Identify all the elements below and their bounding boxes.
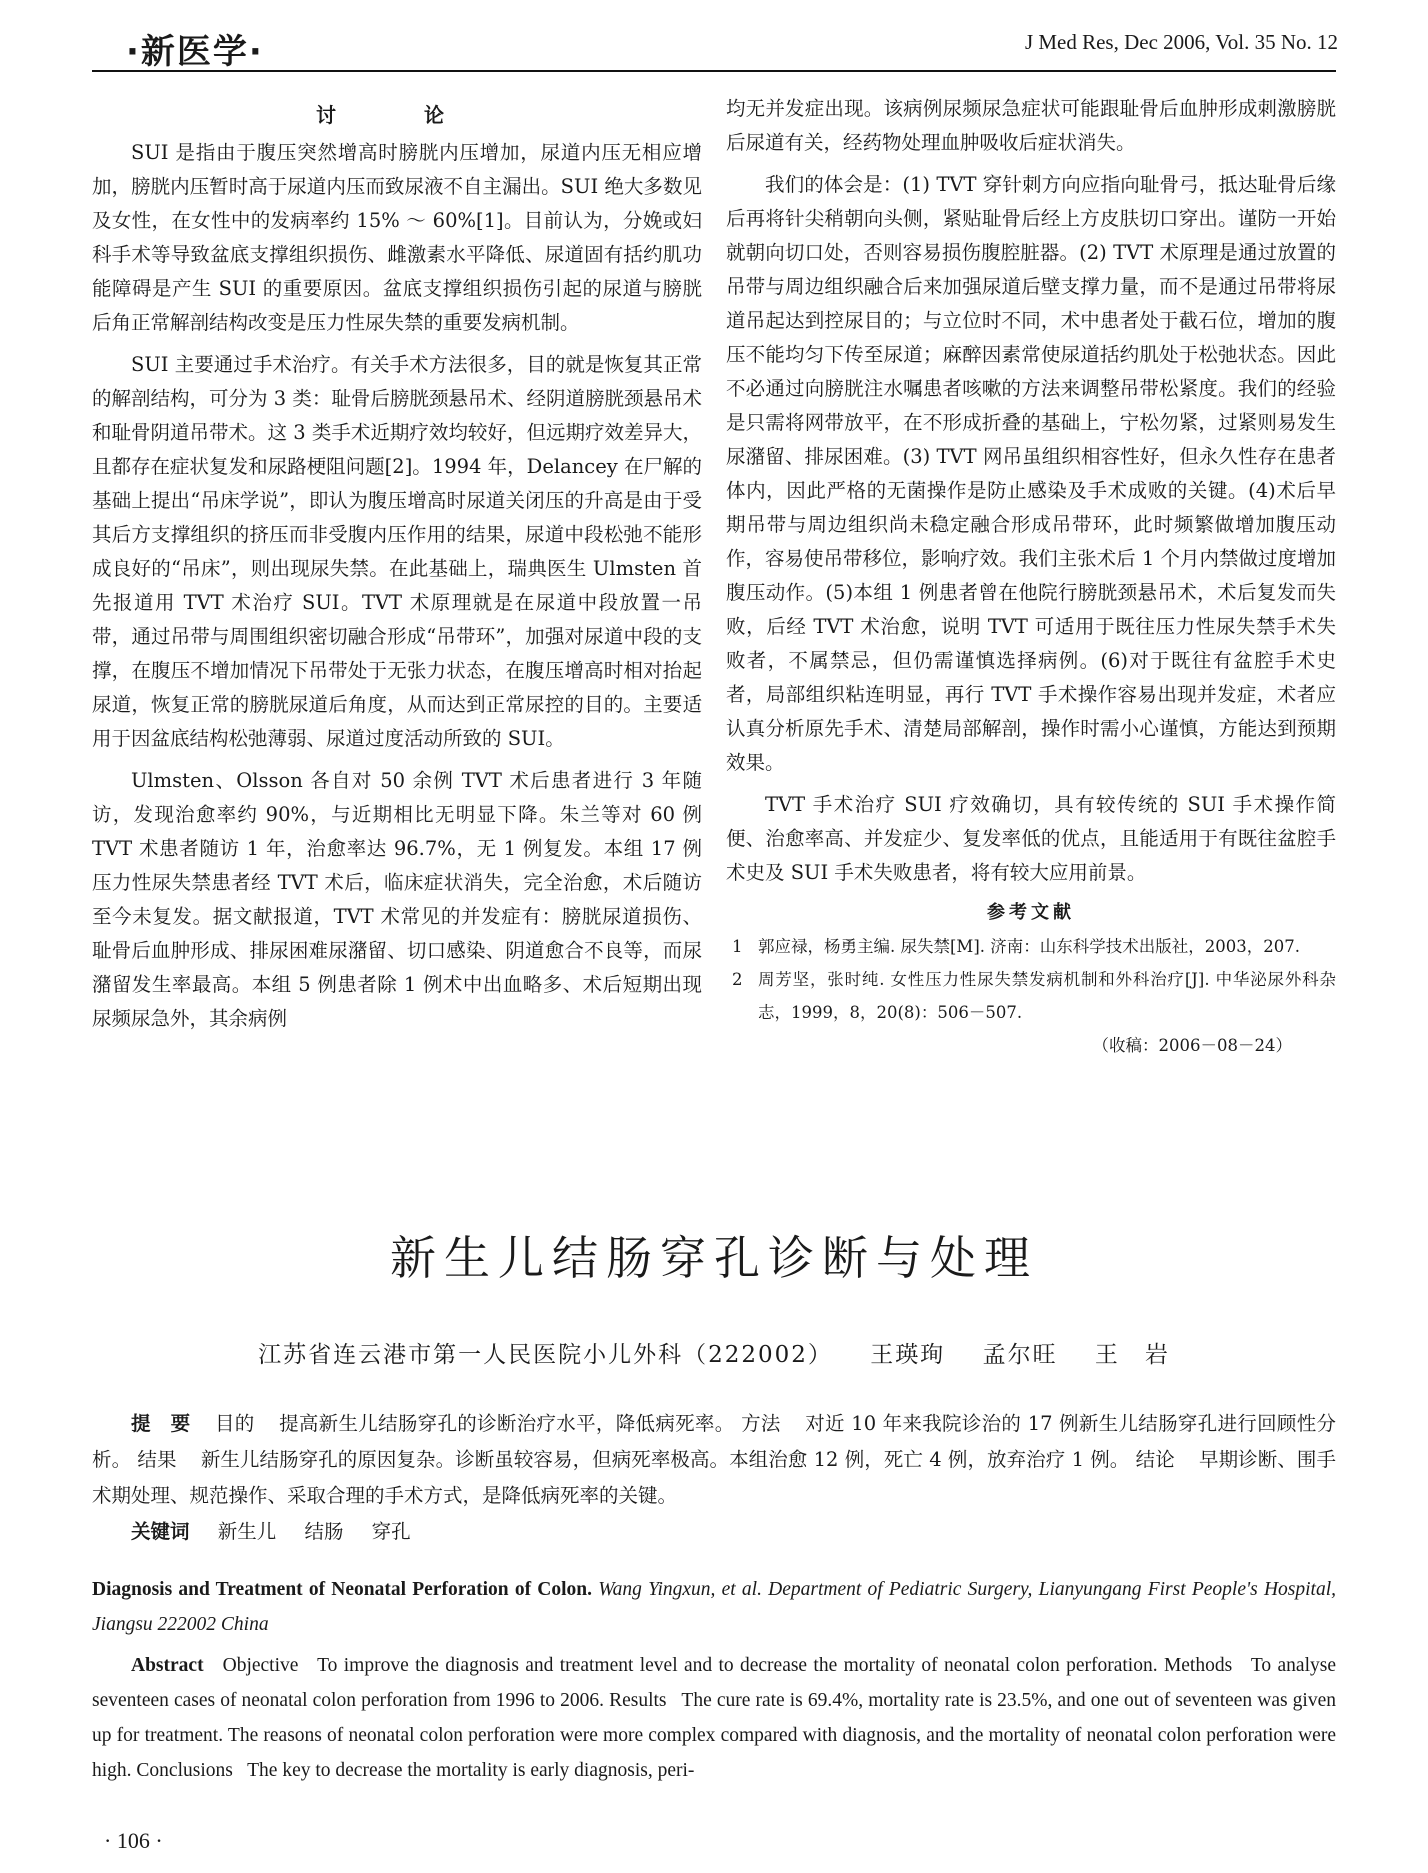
left-column: [92, 92, 702, 1036]
discussion-paragraph: 均无并发症出现。该病例尿频尿急症状可能跟耻骨后血肿形成刺激膀胱后尿道有关，经药物处理血肿吸收后症状消失。: [726, 97, 1336, 154]
reference-list: [726, 930, 1336, 1029]
discussion-paragraph: 我们的体会是：(1) TVT 穿针刺方向应指向耻骨弓，抵达耻骨后缘后再将针尖稍朝向头侧，紧贴耻骨后经上方皮肤切口穿出。谨防一开始就朝向切口处，否则容易损伤腹腔脏器。(2) TVT 术原理是通过放置的吊带与周边组织融合后来加强尿道后壁支撑力量，而不是通过吊带将尿道吊起达到控尿目的；与立位时不同，术中患者处于截石位，增加的腹压不能均匀下传至尿道；麻醉因素常使尿道括约肌处于松弛状态。因此不必通过向膀胱注水嘱患者咳嗽的方法来调整吊带松紧度。我们的经验是只需将网带放平，在不形成折叠的基础上，宁松勿紧，过紧则易发生尿潴留、排尿困难。(3) TVT 网吊虽组织相容性好，但永久性存在患者体内，因此严格的无菌操作是防止感染及手术成败的关键。(4)术后早期吊带与周边组织尚未稳定融合形成吊带环，此时频繁做增加腹压动作，容易使吊带移位，影响疗效。我们主张术后 1 个月内禁做过度增加腹压动作。(5)本组 1 例患者曾在他院行膀胱颈悬吊术，术后复发而失败，后经 TVT 术治愈，说明 TVT 可适用于既往压力性尿失禁手术失败者，不属禁忌，但仍需谨慎选择病例。(6)对于既往有盆腔手术史者，局部组织粘连明显，再行 TVT 手术操作容易出现并发症，术者应认真分析原先手术、清楚局部解剖，操作时需小心谨慎，方能达到预期效果。: [726, 173, 1336, 774]
results-label: 结果: [137, 1448, 177, 1471]
discussion-paragraph: SUI 是指由于腹压突然增高时膀胱内压增加，尿道内压无相应增加，膀胱内压暂时高于尿道内压而致尿液不自主漏出。SUI 绝大多数见及女性，在女性中的发病率约 15% ～ 60%[1]。目前认为，分娩或妇科手术等导致盆底支撑组织损伤、雌激素水平降低、尿道固有括约肌功能障碍是产生 SUI 的重要原因。盆底支撑组织损伤引起的尿道与膀胱后角正常解剖结构改变是压力性尿失禁的重要发病机制。: [92, 141, 702, 334]
english-methods-label: Methods: [1163, 1655, 1233, 1676]
affiliation: 江苏省连云港市第一人民医院小儿外科（222002）: [258, 1342, 833, 1368]
author-name: 王 岩: [1094, 1342, 1170, 1368]
english-authors-affiliation: Wang Yingxun, et al. Department of Pediatric Surgery, Lianyungang First People's Hospital, Jiangsu 222002 China: [92, 1579, 1336, 1635]
reference-item: [726, 930, 1336, 963]
page-number: · 106 ·: [104, 1828, 163, 1853]
received-date: （收稿：2006－08－24）: [1092, 1036, 1292, 1055]
reference-text: 郭应禄，杨勇主编. 尿失禁[M]. 济南：山东科学技术出版社，2003，207.: [758, 937, 1300, 956]
journal-name-cn: ·新医学·: [126, 32, 264, 72]
english-methods: To analyse seventeen cases of neonatal colon perforation from 1996 to 2006.: [92, 1655, 1336, 1711]
discussion-title: 讨 论: [316, 103, 478, 127]
reference-text: 周芳坚，张时纯. 女性压力性尿失禁发病机制和外科治疗[J]. 中华泌尿外科杂志，1999，8，20(8)：506－507.: [758, 970, 1336, 1022]
methods-label: 方法: [741, 1412, 781, 1435]
abstract-label: 提 要: [131, 1412, 191, 1435]
keyword: 新生儿: [217, 1520, 277, 1543]
references-title: 参考文献: [987, 902, 1075, 923]
english-results: The cure rate is 69.4%, mortality rate is 23.5%, and one out of seventeen was given up for treatment. The reasons of neonatal colon perforation were more complex compared with diagnosis, and the mortality of neonatal colon perforation were high.: [92, 1690, 1336, 1781]
keyword: 结肠: [304, 1520, 344, 1543]
author-name: 孟尔旺: [982, 1342, 1058, 1368]
results-text: 新生儿结肠穿孔的原因复杂。诊断虽较容易，但病死率极高。本组治愈 12 例，死亡 4 例，放弃治疗 1 例。: [200, 1448, 1130, 1471]
discussion-paragraph: TVT 手术治疗 SUI 疗效确切，具有较传统的 SUI 手术操作简便、治愈率高、并发症少、复发率低的优点，且能适用于有既往盆腔手术史及 SUI 手术失败患者，将有较大应用前景。: [726, 793, 1336, 884]
article-title: 新生儿结肠穿孔诊断与处理: [390, 1231, 1038, 1285]
journal-citation: J Med Res, Dec 2006, Vol. 35 No. 12: [1024, 30, 1338, 54]
objective-text: 提高新生儿结肠穿孔的诊断治疗水平，降低病死率。: [279, 1412, 735, 1435]
discussion-paragraph: SUI 主要通过手术治疗。有关手术方法很多，目的就是恢复其正常的解剖结构，可分为 3 类：耻骨后膀胱颈悬吊术、经阴道膀胱颈悬吊术和耻骨阴道吊带术。这 3 类手术近期疗效均较好，但远期疗效差异大，且都存在症状复发和尿路梗阻问题[2]。1994 年，Delancey 在尸解的基础上提出“吊床学说”，即认为腹压增高时尿道关闭压的升高是由于受其后方支撑组织的挤压而非受腹内压作用的结果，尿道中段松弛不能形成良好的“吊床”，则出现尿失禁。在此基础上，瑞典医生 Ulmsten 首先报道用 TVT 术治疗 SUI。TVT 术原理就是在尿道中段放置一吊带，通过吊带与周围组织密切融合形成“吊带环”，加强对尿道中段的支撑，在腹压不增加情况下吊带处于无张力状态，在腹压增高时相对抬起尿道，恢复正常的膀胱尿道后角度，从而达到正常尿控的目的。主要适用于因盆底结构松弛薄弱、尿道过度活动所致的 SUI。: [92, 353, 702, 750]
english-objective-label: Objective: [222, 1655, 299, 1676]
reference-item: [726, 963, 1336, 1029]
english-results-label: Results: [609, 1690, 667, 1711]
methods-text: 对近 10 年来我院诊治的 17 例新生儿结肠穿孔进行回顾性分析。: [92, 1412, 1336, 1471]
keyword: 穿孔: [371, 1520, 411, 1543]
keywords-label: 关键词: [131, 1520, 190, 1543]
discussion-paragraph: Ulmsten、Olsson 各自对 50 余例 TVT 术后患者进行 3 年随访，发现治愈率约 90%，与近期相比无明显下降。朱兰等对 60 例 TVT 术患者随访 1 年，治愈率达 96.7%，无 1 例复发。本组 17 例压力性尿失禁患者经 TVT 术后，临床症状消失，完全治愈，术后随访至今未复发。据文献报道，TVT 术常见的并发症有：膀胱尿道损伤、耻骨后血肿形成、排尿困难尿潴留、切口感染、阴道愈合不良等，而尿潴留发生率最高。本组 5 例患者除 1 例术中出血略多、术后短期出现尿频尿急外，其余病例: [92, 769, 702, 1030]
author-affiliation: [0, 1336, 1428, 1369]
header-rule: [92, 70, 1336, 72]
reference-number: 2: [732, 970, 743, 989]
conclusion-label: 结论: [1135, 1448, 1175, 1471]
english-abstract-label: Abstract: [131, 1655, 204, 1676]
reference-number: 1: [732, 937, 743, 956]
keywords: [92, 1514, 1336, 1550]
english-conclusions-label: Conclusions: [136, 1760, 233, 1781]
author-name: 王瑛珣: [870, 1342, 946, 1368]
english-title: Diagnosis and Treatment of Neonatal Perforation of Colon.: [92, 1579, 592, 1600]
right-column: [726, 92, 1336, 1061]
english-objective: To improve the diagnosis and treatment level and to decrease the mortality of neonatal colon perforation.: [317, 1655, 1158, 1676]
english-conclusions: The key to decrease the mortality is early diagnosis, peri-: [247, 1760, 695, 1781]
english-abstract: [92, 1572, 1336, 1788]
conclusion-text: 早期诊断、围手术期处理、规范操作、采取合理的手术方式，是降低病死率的关键。: [92, 1448, 1336, 1507]
objective-label: 目的: [214, 1412, 255, 1435]
chinese-abstract: [92, 1406, 1336, 1550]
